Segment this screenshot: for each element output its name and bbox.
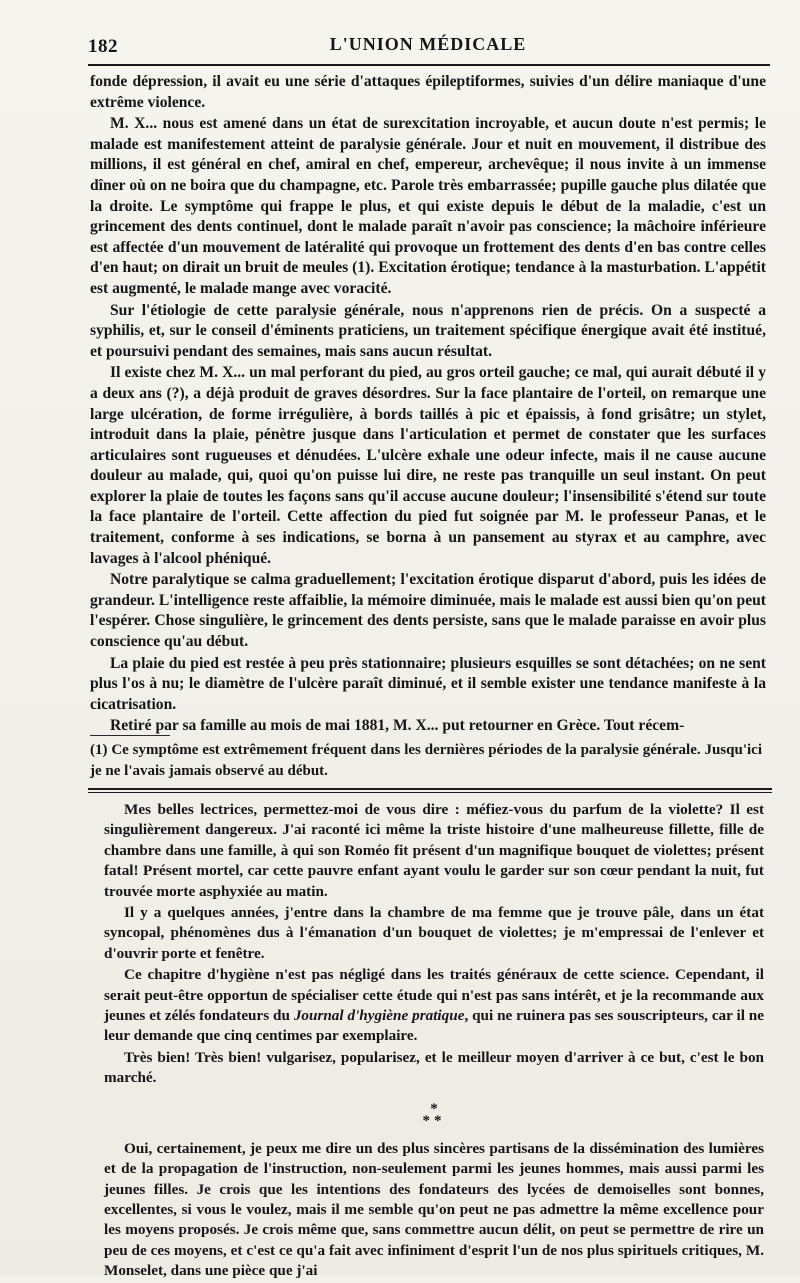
feuilleton-paragraph-lycees: Oui, certainement, je peux me dire un des plus sincères partisans de la dissémination des lumières et de la propagation de l'instruction, non-seulement parmi les jeunes hommes, mais aussi parmi les jeunes filles. Je crois que les intentions des fondateurs des lycées de demoiselles sont bonnes, excellentes, si vous le voulez, mais il me semble qu'on peut ne pas admettre la même excellence pour les moyens proposés. Je crois même que, sans commettre aucun délit, on peut se permettre de rire un peu de ces moyens, et c'est ce qu'a fait avec infiniment d'esprit l'un de nos plus spirituels critiques, M. Monselet, dans une pièce que j'ai bbox=[104, 1139, 764, 1280]
hygiene-text-before: Ce chapitre d'hygiène n'est pas négligé dans les traités généraux de cette science. Cependant, il serait peut-être opportun de spécialiser cette étude qui n'est pas sans intérêt, et je la recommande aux jeunes et zélés fondateurs du bbox=[104, 966, 764, 1025]
paragraph-perforating-ulcer: Il existe chez M. X... un mal perforant du pied, au gros orteil gauche; ce mal, qui aurait débuté il y a deux ans (?), a déjà produit de graves désordres. Sur la face plantaire de l'orteil, on remarque une large ulcération, de forme irrégulière, à bords taillés à pic et épaissis, à fond grisâtre; un stylet, introduit dans la plaie, pénètre jusque dans l'articulation et permet de constater que les surfaces articulaires sont rugueuses et dénudées. L'ulcère exhale une odeur infecte, mais il ne cause aucune douleur au malade, qui, quoi qu'on puisse lui dire, ne reste pas tranquille un seul instant. On peut explorer la plaie de toutes les façons sans qu'il accuse aucune douleur; l'insensibilité s'étend sur toute la face plantaire de l'orteil. Cette affection du pied fut soignée par M. le professeur Panas, et le traitement, conforme à ses indications, se borna à un pansement au styrax et au camphre, avec lavages à l'alcool phéniqué. bbox=[90, 364, 766, 567]
hygiene-text-after: , qui ne ruinera pas ses souscripteurs, car il ne leur demande que cinq centimes par exemplaire. bbox=[104, 1007, 764, 1045]
asterisk-bottom: ** bbox=[422, 1112, 446, 1129]
footnote bbox=[90, 740, 762, 781]
feuilleton-paragraph-popularize: Très bien! Très bien! vulgarisez, popularisez, et le meilleur moyen d'arriver à ce but, c'est le bon marché. bbox=[104, 1048, 764, 1087]
paragraph-improvement: Notre paralytique se calma graduellement; l'excitation érotique disparut d'abord, puis les idées de grandeur. L'intelligence reste affaiblie, la mémoire diminuée, mais le malade est aussi bien qu'on peut l'espérer. Chose singulière, le grincement des dents persiste, sans que le malade paraisse en avoir plus conscience qu'au début. bbox=[90, 571, 766, 651]
page-number: 182 bbox=[88, 36, 118, 57]
paragraph-wound-status: La plaie du pied est restée à peu près stationnaire; plusieurs esquilles se sont détachées; on ne sent plus l'os à nu; le diamètre de l'ulcère paraît diminué, et il semble exister une tendance manifeste à la cicatrisation. bbox=[90, 654, 766, 713]
asterisk-top: * bbox=[430, 1100, 438, 1117]
journal-title: Journal d'hygiène pratique bbox=[293, 1007, 465, 1025]
feuilleton-rule-secondary bbox=[88, 792, 772, 793]
paragraph-return-greece: Retiré par sa famille au mois de mai 1881, M. X... put retourner en Grèce. Tout récem- bbox=[110, 717, 685, 735]
running-title: L'UNION MÉDICALE bbox=[329, 34, 527, 54]
footnote-rule bbox=[90, 735, 170, 736]
header-rule bbox=[88, 64, 770, 66]
footnote-text: (1) Ce symptôme est extrêmement fréquent dans les dernières périodes de la paralysie générale. Jusqu'ici je ne l'avais jamais observé au début. bbox=[90, 742, 762, 779]
feuilleton-paragraph-wife: Il y a quelques années, j'entre dans la chambre de ma femme que je trouve pâle, dans un état syncopal, phénomènes dus à l'émanation d'un bouquet de violettes; je m'empressai de l'enlever et d'ouvrir porte et fenêtre. bbox=[104, 904, 764, 962]
feuilleton-paragraph-violets: Mes belles lectrices, permettez-moi de vous dire : méfiez-vous du parfum de la violette? Il est singulièrement dangereux. J'ai raconté ici même la triste histoire d'une malheureuse fillette, fille de chambre dans une famille, à qui son Roméo fit présent d'un magnifique bouquet de violettes; présent fatal! Présent mortel, car cette pauvre enfant ayant voulu le garder sur son cœur pendant la nuit, fut trouvée morte asphyxiée au matin. bbox=[104, 801, 764, 900]
feuilleton-rule bbox=[88, 788, 772, 790]
paragraph-continuation: fonde dépression, il avait eu une série d'attaques épileptiformes, suivies d'un délire maniaque d'une extrême violence. bbox=[90, 73, 766, 111]
main-text bbox=[90, 72, 766, 738]
feuilleton-paragraph-hygiene bbox=[104, 965, 764, 1047]
paragraph-case-presentation: M. X... nous est amené dans un état de surexcitation incroyable, et aucun doute n'est permis; le malade est manifestement atteint de paralysie générale. Jour et nuit en mouvement, il distribue des millions, il est général en chef, amiral en chef, empereur, archevêque; il nous invite à un immense dîner où on ne boira que du champagne, etc. Parole très embarrassée; pupille gauche plus dilatée que la droite. Le symptôme qui frappe le plus, et qui existe depuis le début de la maladie, c'est un grincement des dents continuel, dont le malade paraît n'avoir pas conscience; la mâchoire inférieure est affectée d'un mouvement de latéralité qui provoque un frottement des dents d'en bas contre celles d'en haut; on dirait un bruit de meules (1). Excitation érotique; tendance à la masturbation. L'appétit est augmenté, le malade mange avec voracité. bbox=[90, 115, 766, 297]
paragraph-etiology: Sur l'étiologie de cette paralysie générale, nous n'apprenons rien de précis. On a suspecté a syphilis, et, sur le conseil d'éminents praticiens, un traitement spécifique énergique avait été institué, et poursuivi pendant des semaines, mais sans aucun résultat. bbox=[90, 301, 766, 360]
section-separator-asterisks bbox=[104, 1100, 764, 1129]
feuilleton-section bbox=[104, 800, 764, 1283]
page-header bbox=[88, 30, 768, 60]
